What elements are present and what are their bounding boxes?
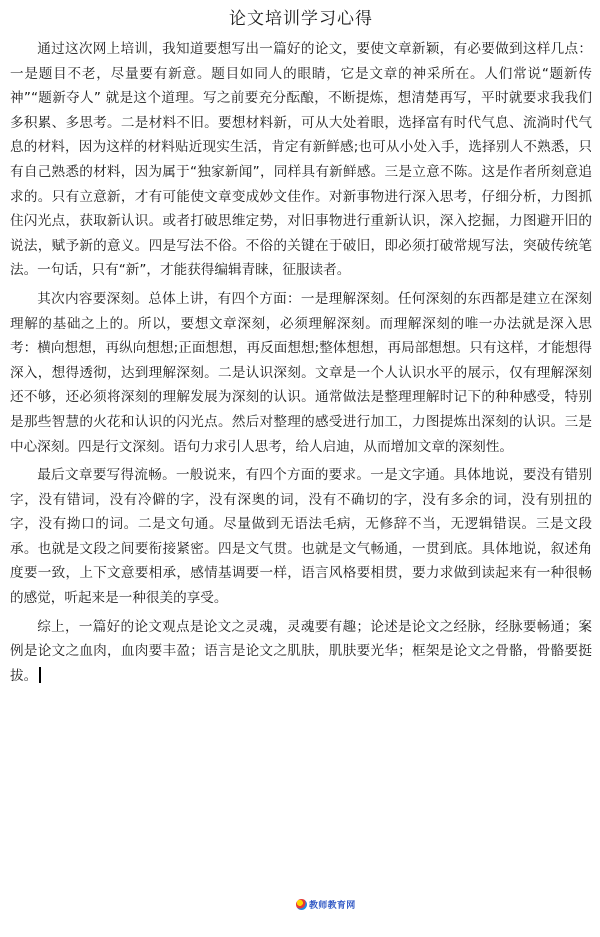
- paragraph-summary[interactable]: [10, 615, 592, 689]
- watermark: [296, 897, 356, 911]
- paragraph-summary-text: 综上，一篇好的论文观点是论文之灵魂，灵魂要有趣；论述是论文之经脉，经脉要畅通；案例是论文之血肉，血肉要丰盈；语言是论文之肌肤，肌肤要光华；框架是论文之骨骼，骨骼要挺拔。: [10, 618, 592, 684]
- watermark-text: 教师教育网: [309, 900, 356, 911]
- site-logo-icon: [296, 899, 307, 910]
- paragraph-novelty: 通过这次网上培训，我知道要想写出一篇好的论文，要使文章新颖，有必要做到这样几点：一是题目不老，尽量要有新意。题目如同人的眼睛，它是文章的神采所在。人们常说“题新传神”“题新夺人” 就是这个道理。写之前要充分酝酿，不断提炼，想清楚再写，平时就要求我我们多积累、多思考。二是材料不旧。要想材料新，可从大处着眼，选择富有时代气息、流淌时代气息的材料，因为这样的材料贴近现实生活，肯定有新鲜感;也可从小处入手，选择别人不熟悉，只有自己熟悉的材料，因为属于“独家新闻”，同样具有新鲜感。三是立意不陈。这是作者所刻意追求的。只有立意新，才有可能使文章变成妙文佳作。对新事物进行深入思考，仔细分析，力图抓住闪光点，获取新认识。或者打破思维定势，对旧事物进行重新认识，深入挖掘，力图避开旧的说法，赋予新的意义。四是写法不俗。不俗的关键在于破旧，即必须打破常规写法，突破传统笔法。一句话，只有“新”，才能获得编辑青睐，征服读者。: [10, 41, 592, 279]
- paragraph-depth: 其次内容要深刻。总体上讲，有四个方面：一是理解深刻。任何深刻的东西都是建立在深刻理解的基础之上的。所以，要想文章深刻，必须理解深刻。而理解深刻的唯一办法就是深入思考：横向想想，再纵向想想;正面想想，再反面想想;整体想想，再局部想想。只有这样，才能想得深入，想得透彻，达到理解深刻。二是认识深刻。文章是一个人认识水平的展示，仅有理解深刻还不够，还必须将深刻的理解发展为深刻的认识。通常做法是整理理解时记下的种种感受，特别是那些智慧的火花和认识的闪光点。然后对整理的感受进行加工，力图提炼出深刻的认识。三是中心深刻。四是行文深刻。语句力求引人思考，给人启迪，从而增加文章的深刻性。: [10, 290, 592, 455]
- document-title: 论文培训学习心得: [229, 9, 373, 29]
- text-cursor: [39, 667, 41, 683]
- paragraph-fluency: 最后文章要写得流畅。一般说来，有四个方面的要求。一是文字通。具体地说，要没有错别字，没有错词，没有冷僻的字，没有深奥的词，没有不确切的字，没有多余的词，没有别扭的字，没有拗口的词。二是文句通。尽量做到无语法毛病，无修辞不当，无逻辑错误。三是文段承。也就是文段之间要衔接紧密。四是文气贯。也就是文气畅通，一贯到底。具体地说，叙述角度要一致，上下文意要相承，感情基调要一样，语言风格要相贯，要力求做到读起来有一种很畅的感觉，听起来是一种很美的享受。: [10, 467, 592, 607]
